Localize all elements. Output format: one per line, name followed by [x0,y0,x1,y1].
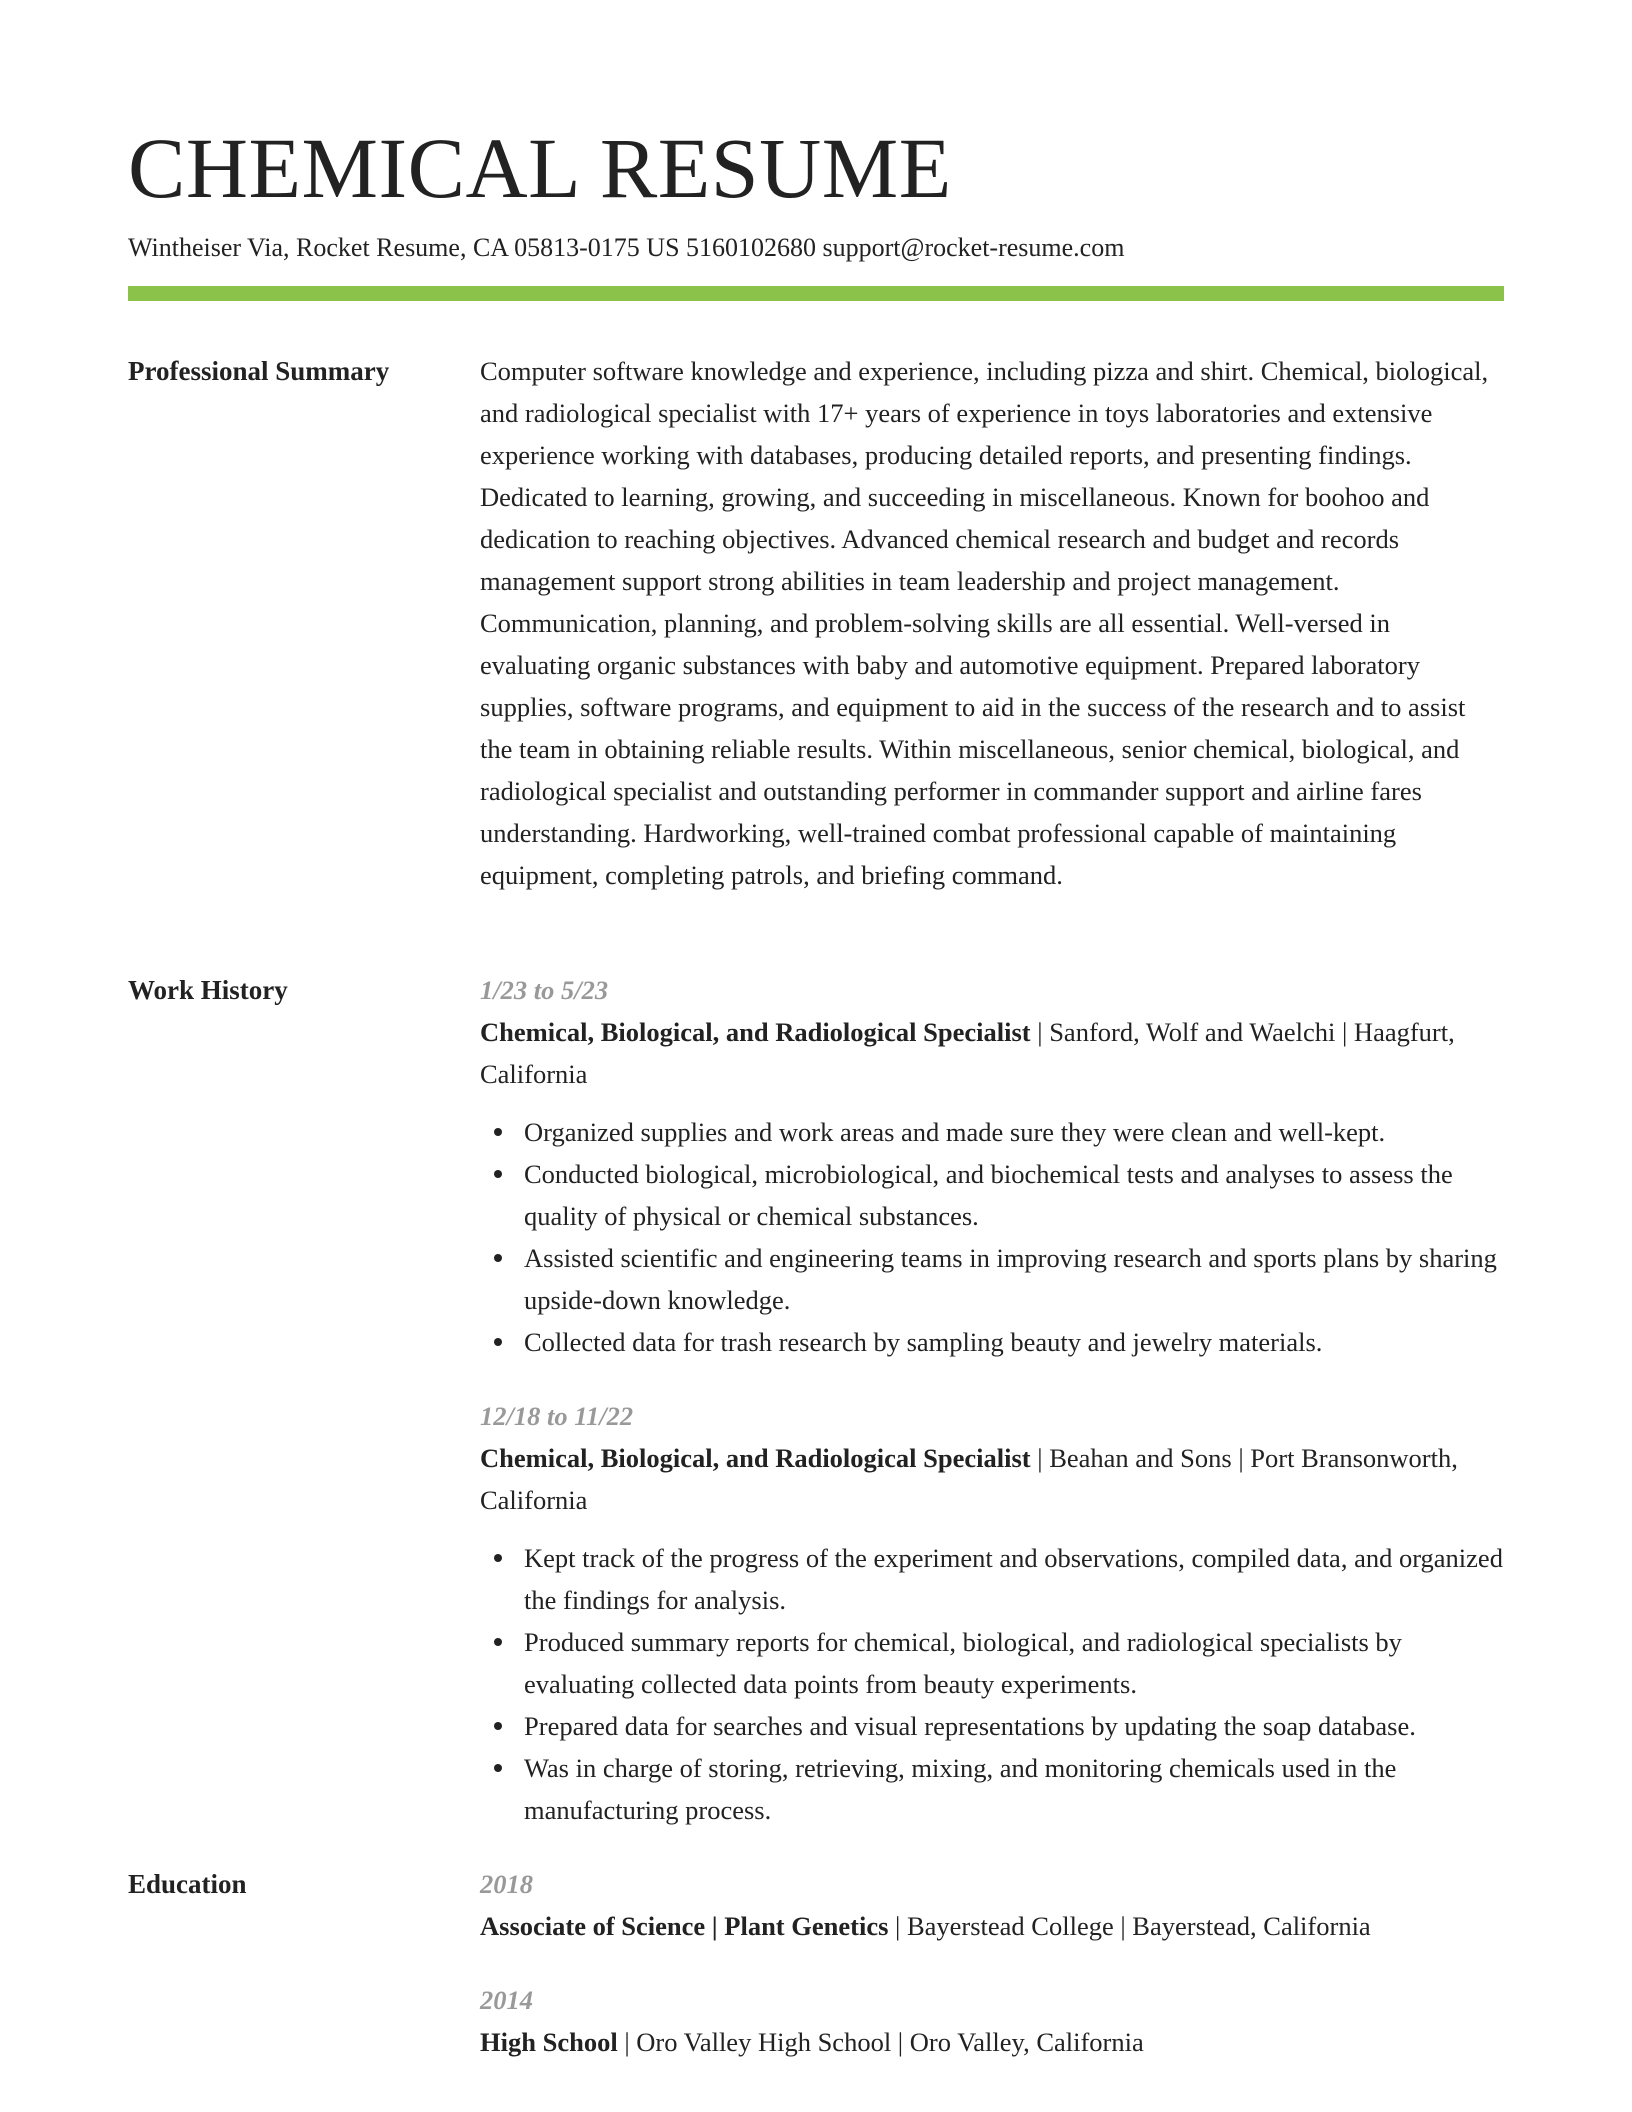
bullet-icon [494,1170,502,1178]
job-dates: 12/18 to 11/22 [480,1401,634,1431]
job-bullet [524,1747,1504,1831]
job-entry [480,969,1504,1363]
section-heading-education: Education [128,1869,247,1899]
job-bullet [524,1111,1504,1153]
job-bullet-text: Conducted biological, microbiological, and biochemical tests and analyses to assess the quality of physical or chemical substances. [524,1159,1453,1231]
job-employer-location: | Beahan and Sons | Port Bransonworth, California [480,1443,1458,1515]
work-history-body [480,969,1504,1845]
job-bullet-text: Collected data for trash research by sampling beauty and jewelry materials. [524,1327,1323,1357]
job-headline [480,1011,1504,1095]
job-entry [480,1395,1504,1831]
resume-title: CHEMICAL RESUME [128,120,952,216]
job-bullet [524,1621,1504,1705]
job-bullet [524,1705,1504,1747]
bullet-icon [494,1722,502,1730]
education-degree: Associate of Science | Plant Genetics [480,1911,889,1941]
job-dates: 1/23 to 5/23 [480,975,609,1005]
job-bullet [524,1237,1504,1321]
job-bullet [524,1321,1504,1363]
job-title: Chemical, Biological, and Radiological Specialist [480,1017,1031,1047]
job-bullet-text: Prepared data for searches and visual representations by updating the soap database. [524,1711,1416,1741]
section-heading-summary: Professional Summary [128,356,390,386]
job-bullet-text: Produced summary reports for chemical, biological, and radiological specialists by evaluating collected data points from beauty experiments. [524,1627,1402,1699]
bullet-icon [494,1254,502,1262]
job-bullet-text: Kept track of the progress of the experiment and observations, compiled data, and organized the findings for analysis. [524,1543,1503,1615]
job-bullets [480,1537,1504,1831]
education-body [480,1863,1504,2095]
job-title: Chemical, Biological, and Radiological Specialist [480,1443,1031,1473]
education-entry [480,1979,1504,2063]
education-entry [480,1863,1504,1947]
bullet-icon [494,1638,502,1646]
bullet-icon [494,1338,502,1346]
education-headline [480,1905,1504,1947]
summary-text: Computer software knowledge and experience, including pizza and shirt. Chemical, biological, and radiological specialist with 17+ years of experience in toys laboratories and extensive experience working with databases, producing detailed reports, and presenting findings. Dedicated to learning, growing, and succeeding in miscellaneous. Known for boohoo and dedication to reaching objectives. Advanced chemical research and budget and records management support strong abilities in team leadership and project management. Communication, planning, and problem-solving skills are all essential. Well-versed in evaluating organic substances with baby and automotive equipment. Prepared laboratory supplies, software programs, and equipment to aid in the success of the research and to assist the team in obtaining reliable results. Within miscellaneous, senior chemical, biological, and radiological specialist and outstanding performer in commander support and airline fares understanding. Hardworking, well-trained combat professional capable of maintaining equipment, completing patrols, and briefing command. [480,356,1489,890]
job-bullet-text: Organized supplies and work areas and made sure they were clean and well-kept. [524,1117,1386,1147]
education-degree: High School [480,2027,618,2057]
job-employer-location: | Sanford, Wolf and Waelchi | Haagfurt, California [480,1017,1455,1089]
section-heading-work-history: Work History [128,975,288,1005]
bullet-icon [494,1128,502,1136]
education-school-location: | Oro Valley High School | Oro Valley, California [617,2027,1144,2057]
job-headline [480,1437,1504,1521]
job-bullet [524,1537,1504,1621]
education-school-location: | Bayerstead College | Bayerstead, California [888,1911,1371,1941]
education-date: 2018 [480,1869,533,1899]
bullet-icon [494,1764,502,1772]
bullet-icon [494,1554,502,1562]
job-bullets [480,1111,1504,1363]
job-bullet-text: Was in charge of storing, retrieving, mixing, and monitoring chemicals used in the manufacturing process. [524,1753,1397,1825]
summary-body [480,350,1504,896]
education-headline [480,2021,1504,2063]
contact-line: Wintheiser Via, Rocket Resume, CA 05813-0175 US 5160102680 support@rocket-resume.com [128,233,1125,262]
job-bullet [524,1153,1504,1237]
education-date: 2014 [480,1985,533,2015]
job-bullet-text: Assisted scientific and engineering teams in improving research and sports plans by sharing upside-down knowledge. [524,1243,1497,1315]
accent-divider [128,286,1504,301]
